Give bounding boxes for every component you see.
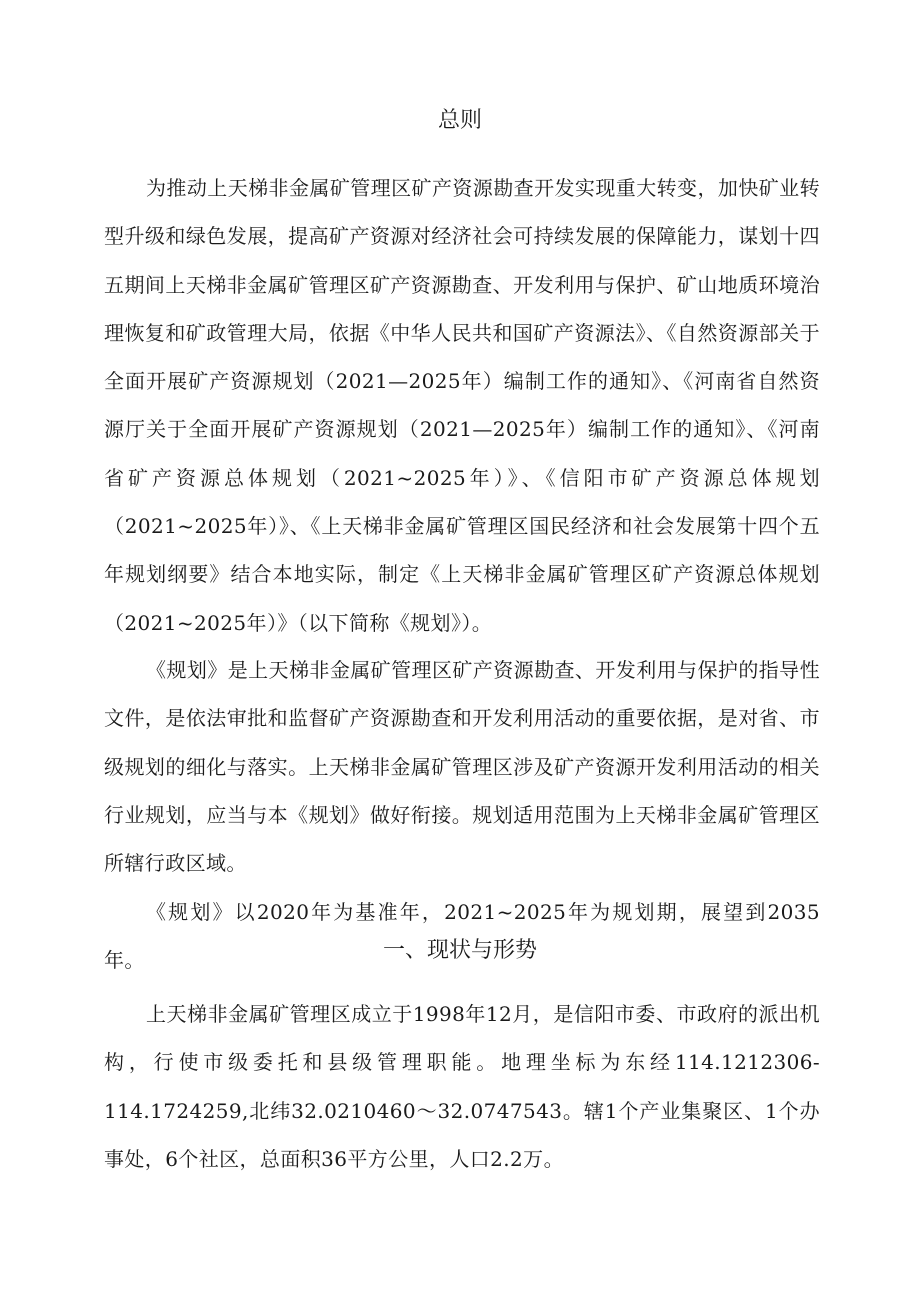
paragraph-nature: 《规划》是上天梯非金属矿管理区矿产资源勘查、开发利用与保护的指导性文件，是依法审批和监督矿产资源勘查和开发利用活动的重要依据，是对省、市级规划的细化与落实。上天梯非金属矿管理区涉及矿产资源开发利用活动的相关行业规划，应当与本《规划》做好衔接。规划适用范围为上天梯非金属矿管理区所辖行政区域。	[104, 658, 820, 876]
heading-section-1: 一、现状与形势	[382, 938, 537, 963]
paragraph-purpose: 为推动上天梯非金属矿管理区矿产资源勘查开发实现重大转变，加快矿业转型升级和绿色发展，提高矿产资源对经济社会可持续发展的保障能力，谋划十四五期间上天梯非金属矿管理区矿产资源勘查、开发利用与保护、矿山地质环境治理恢复和矿政管理大局，依据《中华人民共和国矿产资源法》、《自然资源部关于全面开展矿产资源规划（2021—2025年）编制工作的通知》、《河南省自然资源厅关于全面开展矿产资源规划（2021—2025年）编制工作的通知》、《河南省矿产资源总体规划（2021~2025年）》、《信阳市矿产资源总体规划（2021~2025年）》、《上天梯非金属矿管理区国民经济和社会发展第十四个五年规划纲要》结合本地实际，制定《上天梯非金属矿管理区矿产资源总体规划（2021~2025年）》（以下简称《规划》）。	[104, 176, 820, 635]
paragraph-overview: 上天梯非金属矿管理区成立于1998年12月，是信阳市委、市政府的派出机构，行使市级委托和县级管理职能。地理坐标为东经114.1212306-114.1724259,北纬32.0210460～32.0747543。辖1个产业集聚区、1个办事处，6个社区，总面积36平方公里，人口2.2万。	[104, 1002, 820, 1171]
heading-general: 总则	[437, 108, 482, 133]
paragraph-period: 《规划》以2020年为基准年，2021~2025年为规划期，展望到2035年。	[104, 900, 820, 973]
